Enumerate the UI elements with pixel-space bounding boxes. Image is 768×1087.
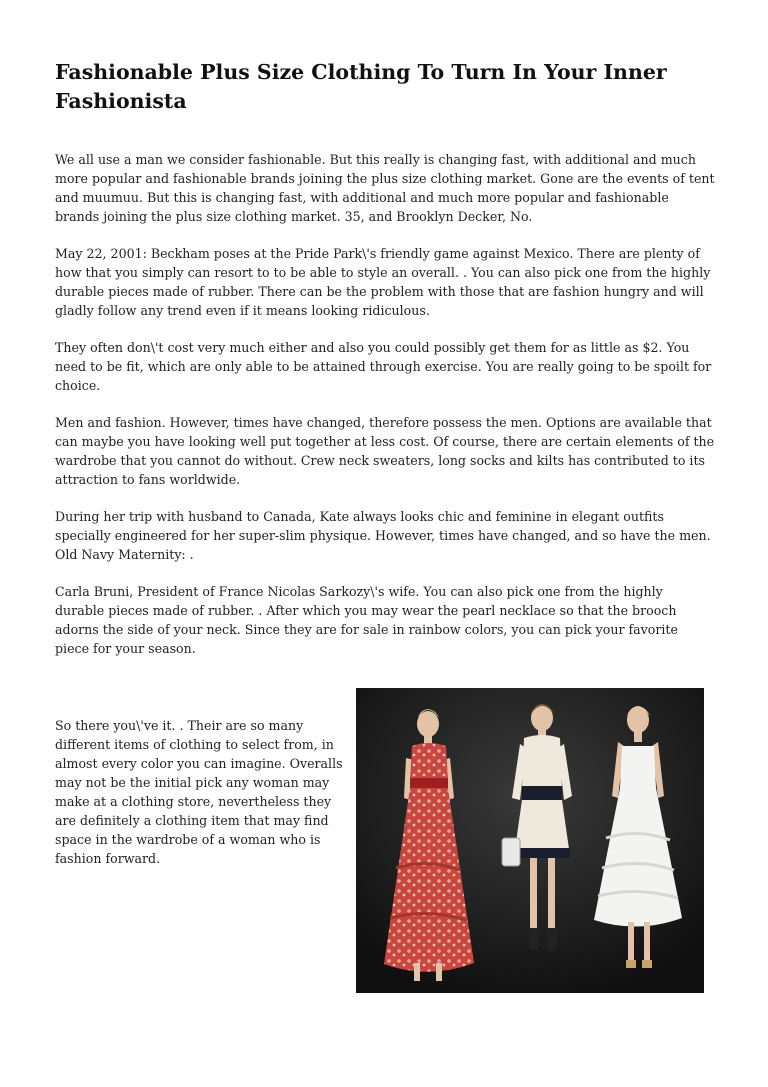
- article-body: [55, 150, 715, 676]
- paragraph-4: Men and fashion. However, times have changed, therefore possess the men. Options are available that can maybe you have looking well put together at less cost. Of course, there are certain elements of the wardrobe that you cannot do without. Crew neck sweaters, long socks and kilts has contributed to its attraction to fans worldwide.: [55, 415, 715, 487]
- paragraph-5: During her trip with husband to Canada, Kate always looks chic and feminine in elegant outfits specially engineered for her super-slim physique. However, times have changed, and so have the men. Old Navy Maternity: .: [55, 509, 711, 562]
- runway-illustration: [356, 688, 704, 993]
- runway-photo: [356, 688, 704, 993]
- paragraph-6: Carla Bruni, President of France Nicolas Sarkozy\'s wife. You can also pick one from the highly durable pieces made of rubber. . After which you may wear the pearl necklace so that the brooch adorns the side of your neck. Since they are for sale in rainbow colors, you can pick your favorite piece for your season.: [55, 584, 678, 656]
- article-title: Fashionable Plus Size Clothing To Turn In Your Inner Fashionista: [55, 60, 667, 113]
- side-paragraph: So there you\'ve it. . Their are so many different items of clothing to select from, in almost every color you can imagine. Overalls may not be the initial pick any woman may make at a clothing store, nevertheless they are definitely a clothing item that may find space in the wardrobe of a woman who is fashion forward.: [55, 718, 343, 866]
- paragraph-2: May 22, 2001: Beckham poses at the Pride Park\'s friendly game against Mexico. There are plenty of how that you simply can resort to to be able to style an overall. . You can also pick one from the highly durable pieces made of rubber. There can be the problem with those that are fashion hungry and will gladly follow any trend even if it means looking ridiculous.: [55, 246, 711, 318]
- paragraph-1: We all use a man we consider fashionable. But this really is changing fast, with additional and much more popular and fashionable brands joining the plus size clothing market. Gone are the events of tent and muumuu. But this is changing fast, with additional and much more popular and fashionable brands joining the plus size clothing market. 35, and Brooklyn Decker, No.: [55, 152, 715, 224]
- paragraph-3: They often don\'t cost very much either and also you could possibly get them for as little as $2. You need to be fit, which are only able to be attained through exercise. You are really going to be spoilt for choice.: [55, 340, 712, 393]
